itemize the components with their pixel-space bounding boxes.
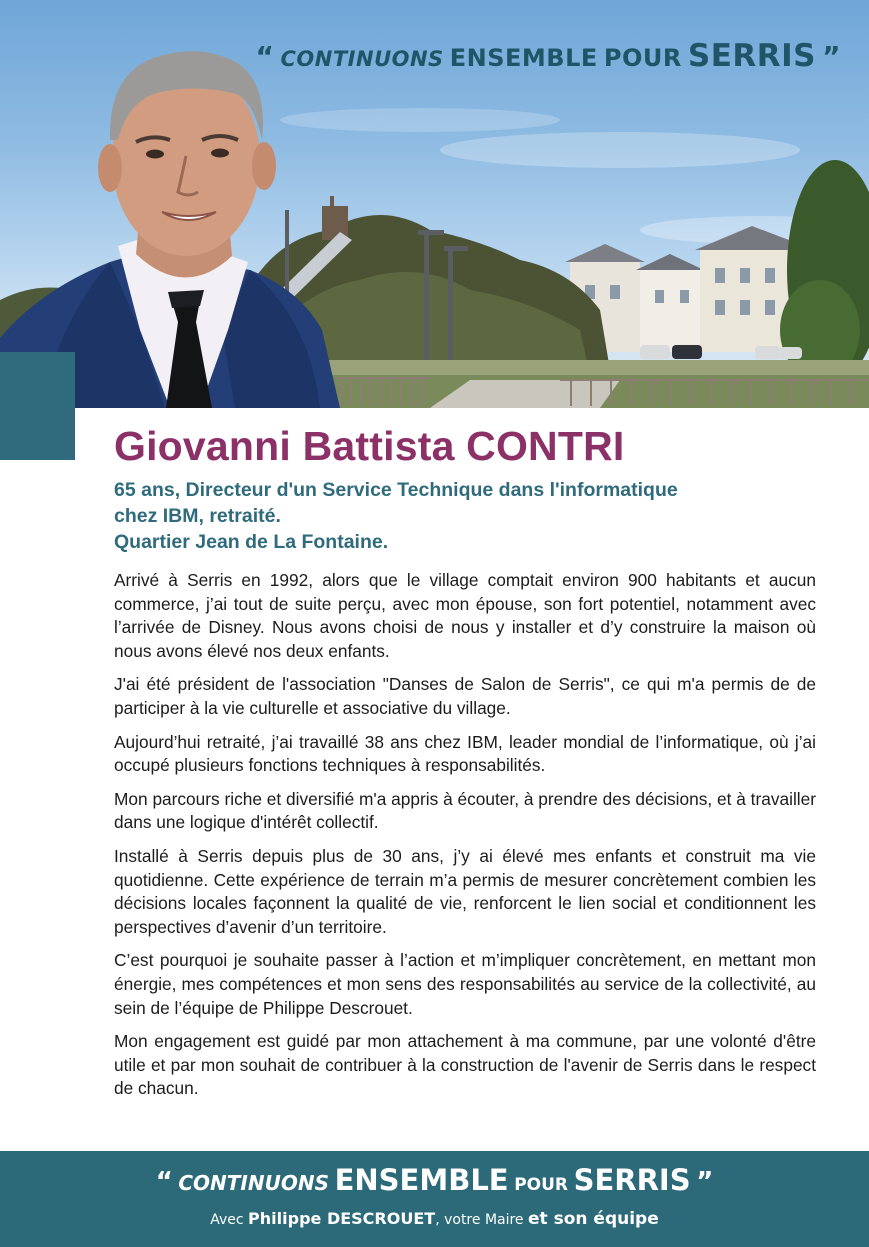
- bio-paragraph: Mon parcours riche et diversifié m'a appris à écouter, à prendre des décisions, et à travailler dans une logique d'intérêt collectif.: [114, 788, 816, 833]
- header-slogan: [256, 38, 841, 74]
- slogan-close-quote: ”: [696, 1167, 714, 1197]
- slogan-word-continuons: CONTINUONS: [280, 47, 444, 71]
- slogan-word-ensemble: ENSEMBLE: [334, 1163, 509, 1197]
- slogan-open-quote: “: [255, 40, 275, 73]
- candidate-biography: [114, 569, 816, 1111]
- signature-person: Philippe DESCROUET: [248, 1209, 436, 1228]
- footer-signature: [0, 1209, 869, 1229]
- footer-banner: [0, 1151, 869, 1247]
- slogan-word-pour: POUR: [603, 44, 682, 72]
- candidate-name: Giovanni Battista CONTRI: [114, 423, 625, 469]
- slogan-word-continuons: CONTINUONS: [178, 1171, 329, 1195]
- slogan-close-quote: ”: [822, 40, 841, 73]
- slogan-word-serris: SERRIS: [573, 1163, 691, 1197]
- footer-slogan: [0, 1163, 869, 1197]
- bio-paragraph: Arrivé à Serris en 1992, alors que le village comptait environ 900 habitants et aucun commerce, j’ai tout de suite perçu, avec mon épouse, son fort potentiel, notamment avec l’arrivée de Disney. Nous avons choisi de nous y installer et d’y construire la maison où nous avons élevé nos deux enfants.: [114, 570, 816, 661]
- bio-paragraph: Aujourd’hui retraité, j’ai travaillé 38 ans chez IBM, leader mondial de l’informatique, où j’ai occupé plusieurs fonctions techniques à responsabilités.: [114, 731, 816, 776]
- bio-paragraph: Installé à Serris depuis plus de 30 ans, j’y ai élevé mes enfants et construit ma vie quotidienne. Cette expérience de terrain m’a permis de mesurer concrètement combien les décisions locales façonnent la qualité de vie, renforcent le lien social et conditionnent les perspectives d’avenir d’un territoire.: [114, 845, 816, 937]
- signature-role: , votre Maire: [435, 1212, 524, 1228]
- slogan-word-serris: SERRIS: [687, 38, 817, 74]
- subtitle-line: Quartier Jean de La Fontaine.: [114, 531, 389, 553]
- header-photo: [0, 0, 869, 408]
- bio-paragraph: Mon engagement est guidé par mon attachement à ma commune, par une volonté d'être utile et par mon souhait de contribuer à la construction de l'avenir de Serris dans le respect de chacun.: [114, 1031, 816, 1099]
- signature-prefix: Avec: [210, 1212, 244, 1228]
- decorative-teal-block: [0, 352, 75, 460]
- slogan-word-pour: POUR: [514, 1175, 568, 1195]
- slogan-open-quote: “: [155, 1167, 173, 1197]
- subtitle-line: chez IBM, retraité.: [114, 505, 281, 527]
- subtitle-line: 65 ans, Directeur d'un Service Technique dans l'informatique: [114, 479, 678, 501]
- signature-team: et son équipe: [528, 1209, 659, 1229]
- candidate-subtitle: [114, 477, 834, 555]
- slogan-word-ensemble: ENSEMBLE: [449, 44, 598, 72]
- bio-paragraph: C’est pourquoi je souhaite passer à l’action et m’impliquer concrètement, en mettant mon énergie, mes compétences et mon sens des responsabilités au service de la collectivité, au sein de l’équipe de Philippe Descrouet.: [114, 950, 816, 1018]
- bio-paragraph: J'ai été président de l'association "Danses de Salon de Serris", ce qui m'a permis de de participer à la vie culturelle et associative du village.: [114, 674, 816, 718]
